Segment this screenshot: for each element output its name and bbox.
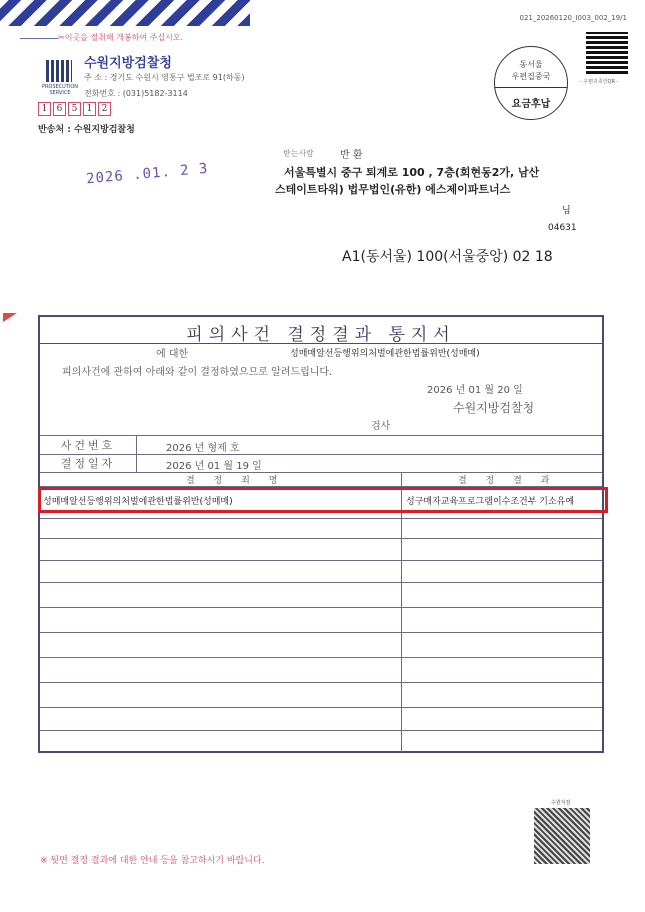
charge-heading: 성매매알선등행위의처벌에관한법률위반(성매매) bbox=[290, 349, 480, 359]
recipient-address-line2: 스테이트타워) 법무법인(유한) 에스제이파트너스 bbox=[275, 183, 511, 196]
zip-digit: 5 bbox=[68, 102, 81, 116]
sender-name: 수원지방검찰청 bbox=[84, 56, 172, 71]
zip-digit: 6 bbox=[53, 102, 66, 116]
case-no-value: 2026 년 형제 호 bbox=[166, 443, 240, 454]
case-no-label: 사건번호 bbox=[60, 439, 116, 452]
sender-address: 주 소 : 경기도 수원시 영통구 법조로 91(하동) bbox=[84, 73, 245, 82]
notice-text: 피의사건에 관하여 아래와 같이 결정하였으므로 알려드립니다. bbox=[62, 367, 333, 378]
zip-digit: 2 bbox=[98, 102, 111, 116]
stamp-line3: 요금후납 bbox=[511, 99, 551, 110]
title-rule bbox=[40, 343, 602, 344]
cut-hint: ✂이곳을 절취해 개봉하여 주십시오. bbox=[58, 33, 184, 42]
table-row bbox=[40, 582, 602, 583]
qr-code-icon bbox=[534, 808, 590, 864]
about-label: 에 대한 bbox=[156, 349, 189, 360]
recipient-label: 받는사람 bbox=[283, 149, 314, 158]
sender-phone: 전화번호 : (031)5182-3114 bbox=[84, 89, 188, 98]
table-row bbox=[40, 657, 602, 658]
qr2-label: 수원지검 bbox=[551, 800, 571, 806]
notice-title: 피의사건 결정결과 통지서 bbox=[186, 325, 456, 345]
sender-zip bbox=[38, 102, 111, 116]
table-row bbox=[40, 730, 602, 731]
notice-date: 2026 년 01 월 20 일 bbox=[427, 385, 523, 396]
table-row bbox=[40, 682, 602, 683]
stamp-line2: 우편집중국 bbox=[511, 72, 551, 81]
logo-caption: PROSECUTION SERVICE bbox=[41, 84, 79, 96]
stamp-line1: 동서울 bbox=[519, 60, 543, 69]
decision-date-value: 2026 년 01 월 19 일 bbox=[166, 461, 262, 472]
notice-office: 수원지방검찰청 bbox=[453, 401, 535, 415]
decision-charge: 성매매알선등행위의처벌에관한법률위반(성매매) bbox=[43, 497, 233, 507]
col-header-charge: 결 정 죄 명 bbox=[186, 476, 286, 486]
cut-line bbox=[20, 38, 58, 39]
decision-result: 성구매자교육프로그램이수조건부 기소유예 bbox=[406, 497, 575, 507]
footer-note: ※ 뒷면 결정 결과에 대한 안내 등을 참고하시기 바랍니다. bbox=[40, 856, 265, 866]
label-divider bbox=[136, 435, 137, 472]
envelope-stripe bbox=[0, 0, 250, 26]
col-header-result: 결 정 결 과 bbox=[458, 476, 558, 486]
prosecution-logo-icon bbox=[46, 60, 72, 82]
return-mark: 반 환 bbox=[340, 150, 363, 161]
recipient-honorific: 님 bbox=[562, 206, 571, 216]
document-code: 021_20260120_I003_002_19/1 bbox=[519, 14, 627, 22]
prosecutor-label: 검사 bbox=[371, 421, 391, 432]
table-row bbox=[40, 560, 602, 561]
received-date-stamp: 2026 .01. 2 3 bbox=[85, 160, 210, 188]
table-row bbox=[40, 632, 602, 633]
qr-code-icon bbox=[586, 32, 628, 74]
column-divider bbox=[401, 472, 402, 752]
qr-caption: - 우편귀족인QR - bbox=[580, 79, 619, 85]
table-row bbox=[40, 607, 602, 608]
postage-stamp bbox=[494, 46, 568, 120]
postal-route: A1(동서울) 100(서울중앙) 02 18 bbox=[342, 249, 553, 265]
table-row bbox=[40, 518, 602, 519]
table-row bbox=[40, 538, 602, 539]
return-office: 반송처 : 수원지방검찰청 bbox=[38, 125, 135, 135]
decision-date-label: 결정일자 bbox=[60, 457, 116, 470]
table-row bbox=[40, 707, 602, 708]
table-rule bbox=[40, 435, 602, 436]
stamp-divider bbox=[495, 87, 567, 88]
zip-digit: 1 bbox=[38, 102, 51, 116]
zip-digit: 1 bbox=[83, 102, 96, 116]
corner-mark bbox=[3, 313, 17, 322]
recipient-address-line1: 서울특별시 중구 퇴계로 100 , 7층(회현동2가, 남산 bbox=[284, 166, 540, 179]
recipient-zip: 04631 bbox=[548, 223, 577, 233]
highlight-box bbox=[38, 487, 608, 513]
